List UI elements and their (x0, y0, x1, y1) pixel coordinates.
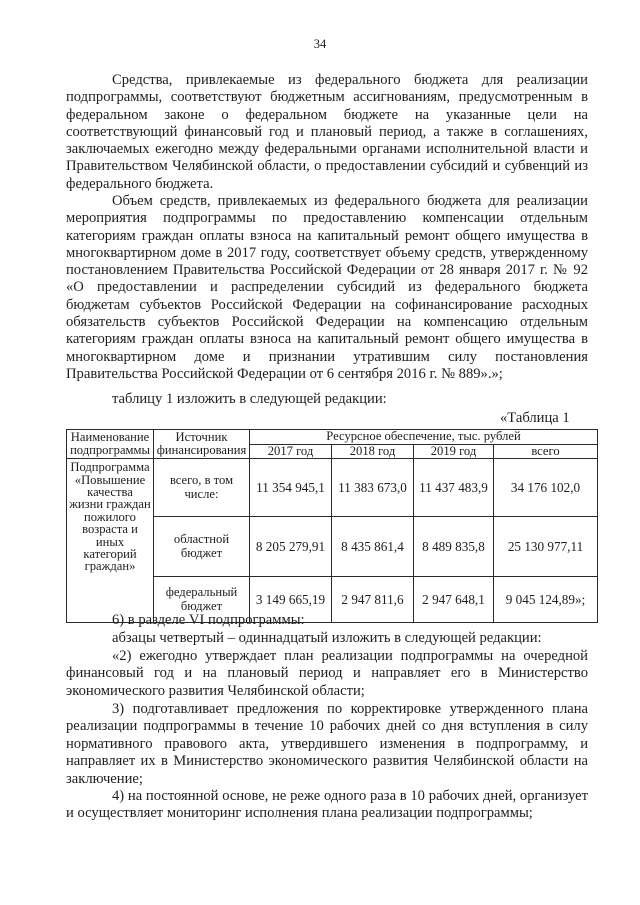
page-number: 34 (313, 37, 327, 51)
value-cell: 3 149 665,19 (250, 577, 332, 623)
value-cell: 2 947 648,1 (414, 577, 494, 623)
value-cell: 8 205 279,91 (250, 517, 332, 577)
source-cell: областной бюджет (154, 517, 250, 577)
paragraph-section-vi: 6) в разделе VI подпрограммы: (112, 612, 305, 628)
value-cell: 25 130 977,11 (494, 517, 598, 577)
source-cell: федеральный бюджет (154, 577, 250, 623)
header-resource: Ресурсное обеспечение, тыс. рублей (250, 430, 598, 445)
value-cell: 34 176 102,0 (494, 459, 598, 517)
value-cell: 8 489 835,8 (414, 517, 494, 577)
paragraph-funds-volume: Объем средств, привлекаемых из федерального бюджета для реализации мероприятия подпрограммы по предоставлению компенсации отдельным категориям граждан оплаты взноса на капитальный ремонт общего имущества в многоквартирном доме в 2017 году, соответствует объему средств, утвержденному постановлением Правительства Российской Федерации от 28 января 2017 г. № 92 «О предоставлении и распределении субсидий из федерального бюджета бюджетам субъектов Российской Федерации на софинансирование расходных обязательств субъектов Российской Федерации на компенсацию отдельным категориям граждан оплаты взноса на капитальный ремонт общего имущества в многоквартирном доме и признании утратившим силу постановления Правительства Российской Федерации от 6 сентября 2016 г. № 889».»; (66, 193, 588, 382)
resource-table (66, 429, 598, 623)
value-cell: 9 045 124,89»; (494, 577, 598, 623)
header-year-2017: 2017 год (250, 444, 332, 459)
header-total: всего (494, 444, 598, 459)
header-year-2019: 2019 год (414, 444, 494, 459)
paragraph-item-3: 3) подготавливает предложения по корректировке утвержденного плана реализации подпрограммы в течение 10 рабочих дней со дня вступления в силу нормативного правового акта, утвердившего изменения в подпрограмму, и направляет их в Министерство экономического развития Челябинской области на заключение; (66, 701, 588, 787)
value-cell: 11 383 673,0 (332, 459, 414, 517)
value-cell: 2 947 811,6 (332, 577, 414, 623)
program-name-cell: Подпрограмма «Повышение качества жизни граждан пожилого возраста и иных категорий граждан» (67, 459, 154, 623)
table-caption: «Таблица 1 (500, 410, 570, 426)
value-cell: 8 435 861,4 (332, 517, 414, 577)
paragraph-item-2: «2) ежегодно утверждает план реализации подпрограммы на очередной финансовый год и на плановый период и направляет его в Министерство экономического развития Челябинской области; (66, 648, 588, 699)
header-program-name: Наименование подпрограммы (67, 430, 154, 459)
table-row (67, 459, 598, 517)
value-cell: 11 437 483,9 (414, 459, 494, 517)
value-cell: 11 354 945,1 (250, 459, 332, 517)
header-year-2018: 2018 год (332, 444, 414, 459)
paragraph-table-intro: таблицу 1 изложить в следующей редакции: (112, 391, 387, 407)
header-source: Источник финансирования (154, 430, 250, 459)
paragraph-item-4: 4) на постоянной основе, не реже одного раза в 10 рабочих дней, организует и осуществляет мониторинг исполнения плана реализации подпрограммы; (66, 788, 588, 822)
paragraph-paragraphs-note: абзацы четвертый – одиннадцатый изложить в следующей редакции: (112, 630, 542, 646)
source-cell: всего, в том числе: (154, 459, 250, 517)
paragraph-federal-funds: Средства, привлекаемые из федерального бюджета для реализации подпрограммы, соответствуют бюджетным ассигнованиям, предусмотренным в федеральном законе о федеральном бюджете на указанные цели на соответствующий финансовый год и плановый период, а также в соглашениях, заключаемых ежегодно между федеральными органами исполнительной власти и Правительством Челябинской области, о предоставлении субсидий и субвенций из федерального бюджета. (66, 72, 588, 192)
